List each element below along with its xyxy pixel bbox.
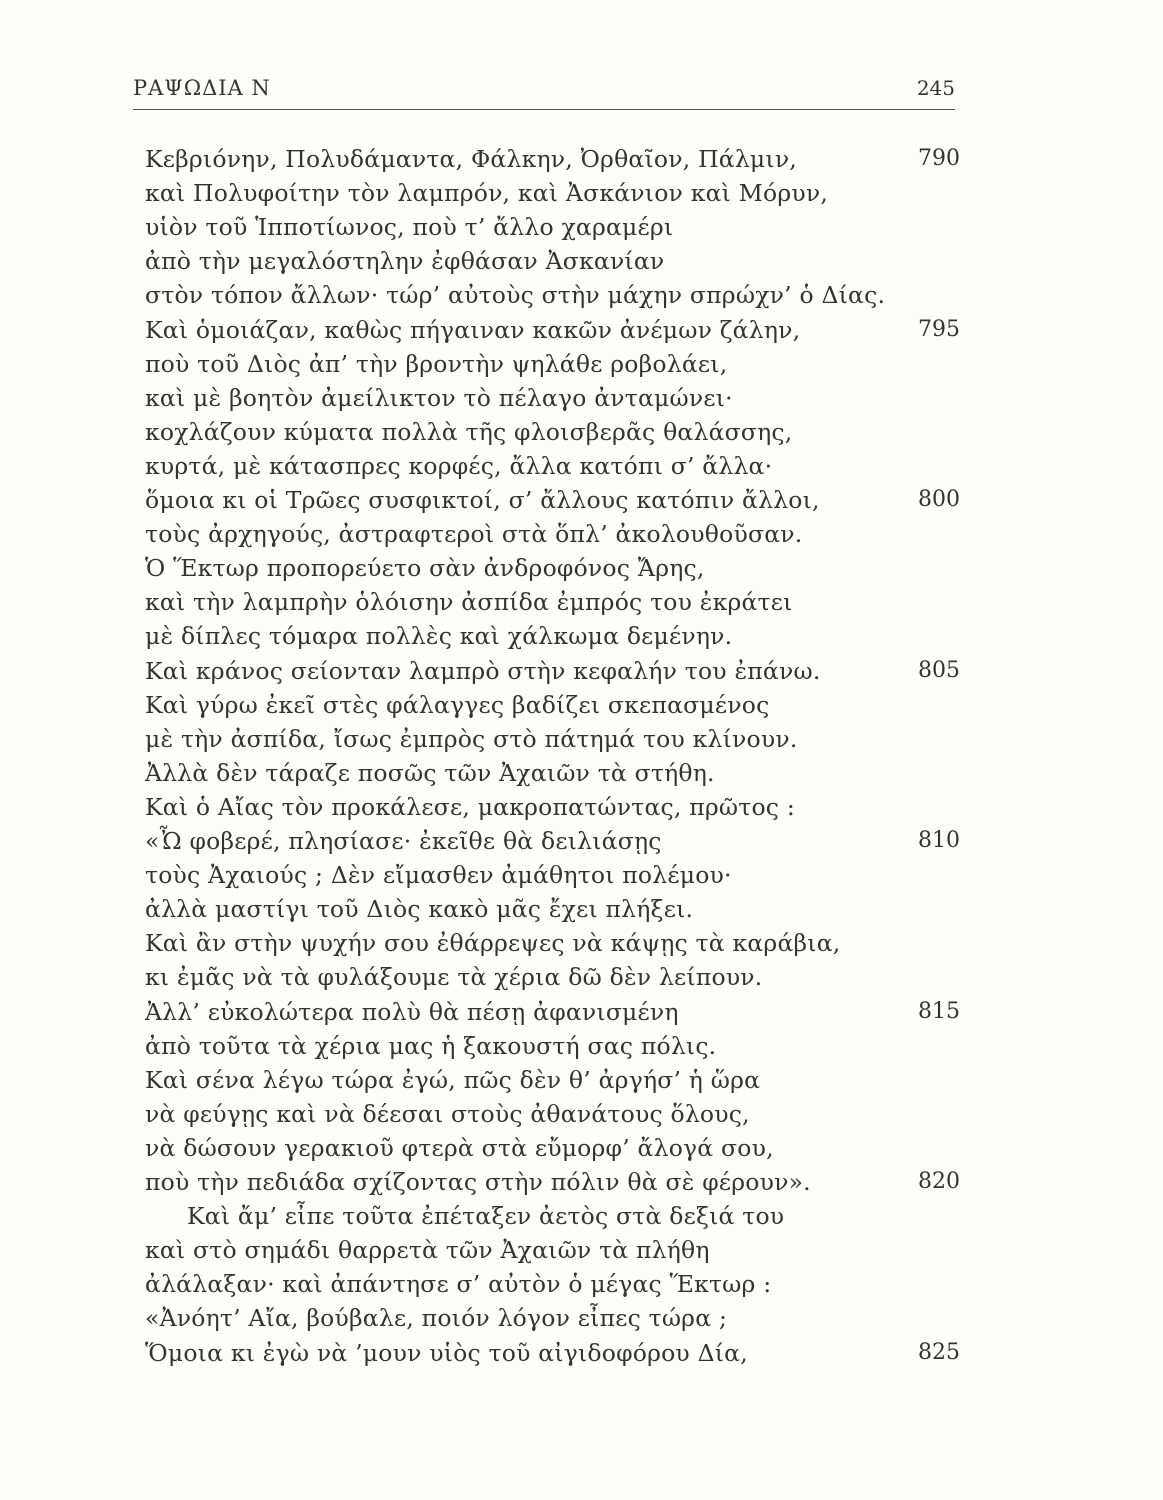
verse-line: «Ἀνόητ’ Αἴα, βούβαλε, ποιόν λόγον εἶπες τώρα ; <box>145 1304 728 1332</box>
verse-line: ἀπὸ τὴν μεγαλόστηλην ἐφθάσαν Ἀσκανίαν <box>145 247 665 275</box>
verse-line: καὶ μὲ βοητὸν ἀμείλικτον τὸ πέλαγο ἀνταμώνει· <box>145 384 733 412</box>
verse-line: Καὶ ὁ Αἴας τὸν προκάλεσε, μακροπατώντας, πρῶτος : <box>145 793 795 821</box>
verse-line: μὲ τὴν ἀσπίδα, ἴσως ἐμπρὸς στὸ πάτημά του κλίνουν. <box>145 725 798 753</box>
verse-line: υἱὸν τοῦ Ἱπποτίωνος, ποὺ τ’ ἄλλο χαραμέρι <box>145 213 674 241</box>
verse-line: Καὶ ἄμ’ εἶπε τοῦτα ἐπέταξεν ἀετὸς στὰ δεξιά του <box>187 1202 785 1230</box>
verse-line: Καὶ ἂν στὴν ψυχήν σου ἐθάρρεψες νὰ κάψῃς τὰ καράβια, <box>145 929 841 957</box>
verse-line: καὶ Πολυφοίτην τὸν λαμπρόν, καὶ Ἀσκάνιον καὶ Μόρυν, <box>145 179 829 207</box>
line-number: 815 <box>918 999 960 1024</box>
verse-line: τοὺς ἀρχηγούς, ἀστραφτεροὶ στὰ ὅπλ’ ἀκολουθοῦσαν. <box>145 520 803 548</box>
verse-line: ἀλάλαξαν· καὶ ἀπάντησε σ’ αὐτὸν ὁ μέγας Ἕκτωρ : <box>145 1270 772 1298</box>
line-number: 810 <box>918 828 960 853</box>
verse-line: ποὺ τοῦ Διὸς ἀπ’ τὴν βροντὴν ψηλάθε ροβολάει, <box>145 350 728 378</box>
line-number: 795 <box>918 317 960 342</box>
verse-line: κυρτά, μὲ κάτασπρες κορφές, ἄλλα κατόπι σ’ ἄλλα· <box>145 452 773 480</box>
verse-line: Καὶ ὁμοιάζαν, καθὼς πήγαιναν κακῶν ἀνέμων ζάλην, <box>145 316 801 344</box>
line-number: 800 <box>918 487 960 512</box>
line-number: 805 <box>918 658 960 683</box>
verse-line: κι ἐμᾶς νὰ τὰ φυλάξουμε τὰ χέρια δῶ δὲν λείπουν. <box>145 963 763 991</box>
verse-line: Καὶ σένα λέγω τώρα ἐγώ, πῶς δὲν θ’ ἀργήσ’ ἡ ὥρα <box>145 1066 761 1094</box>
verse-line: νὰ φεύγῃς καὶ νὰ δέεσαι στοὺς ἀθανάτους ὅλους, <box>145 1100 750 1128</box>
verse-line: ἀπὸ τοῦτα τὰ χέρια μας ἡ ξακουστή σας πόλις. <box>145 1032 717 1060</box>
book-title: ΡΑΨΩΔΙΑ Ν <box>133 76 271 100</box>
verse-line: Κεβριόνην, Πολυδάμαντα, Φάλκην, Ὀρθαῖον, Πάλμιν, <box>145 145 797 173</box>
verse-line: Ὅμοια κι ἐγὼ νὰ ’μουν υἱὸς τοῦ αἰγιδοφόρου Δία, <box>145 1339 748 1367</box>
verse-line: Καὶ γύρω ἐκεῖ στὲς φάλαγγες βαδίζει σκεπασμένος <box>145 691 770 719</box>
page-number: 245 <box>916 76 955 100</box>
line-number: 790 <box>918 146 960 171</box>
running-header <box>133 72 955 106</box>
verse-line: Ἀλλ’ εὐκολώτερα πολὺ θὰ πέσῃ ἀφανισμένη <box>145 998 679 1026</box>
verse-line: «Ὦ φοβερέ, πλησίασε· ἐκεῖθε θὰ δειλιάσῃς <box>145 827 662 855</box>
header-rule <box>133 109 955 110</box>
verse-line: κοχλάζουν κύματα πολλὰ τῆς φλοισβερᾶς θαλάσσης, <box>145 418 793 446</box>
verse-line: ποὺ τὴν πεδιάδα σχίζοντας στὴν πόλιν θὰ σὲ φέρουν». <box>145 1168 811 1196</box>
verse-line: μὲ δίπλες τόμαρα πολλὲς καὶ χάλκωμα δεμένην. <box>145 622 733 650</box>
verse-line: καὶ τὴν λαμπρὴν ὁλόισην ἀσπίδα ἐμπρός του ἐκράτει <box>145 588 793 616</box>
verse-line: Ἀλλὰ δὲν τάραζε ποσῶς τῶν Ἀχαιῶν τὰ στήθη. <box>145 759 715 787</box>
verse-line: Καὶ κράνος σείονταν λαμπρὸ στὴν κεφαλήν του ἐπάνω. <box>145 657 821 685</box>
verse-line: καὶ στὸ σημάδι θαρρετὰ τῶν Ἀχαιῶν τὰ πλήθη <box>145 1236 710 1264</box>
verse-line: Ὁ Ἕκτωρ προπορεύετο σὰν ἀνδροφόνος Ἄρης, <box>145 554 705 582</box>
verse-line: στὸν τόπον ἄλλων· τώρ’ αὐτοὺς στὴν μάχην σπρώχν’ ὁ Δίας. <box>145 281 886 309</box>
verse-line: τοὺς Ἀχαιούς ; Δὲν εἴμασθεν ἀμάθητοι πολέμου· <box>145 861 732 889</box>
verse-line: ὅμοια κι οἱ Τρῶες συσφικτοί, σ’ ἄλλους κατόπιν ἄλλοι, <box>145 486 820 514</box>
verse-line: νὰ δώσουν γερακιοῦ φτερὰ στὰ εὔμορφ’ ἄλογά σου, <box>145 1134 774 1162</box>
verse-line: ἀλλὰ μαστίγι τοῦ Διὸς κακὸ μᾶς ἔχει πλήξει. <box>145 895 694 923</box>
line-number: 825 <box>918 1340 960 1365</box>
line-number: 820 <box>918 1169 960 1194</box>
